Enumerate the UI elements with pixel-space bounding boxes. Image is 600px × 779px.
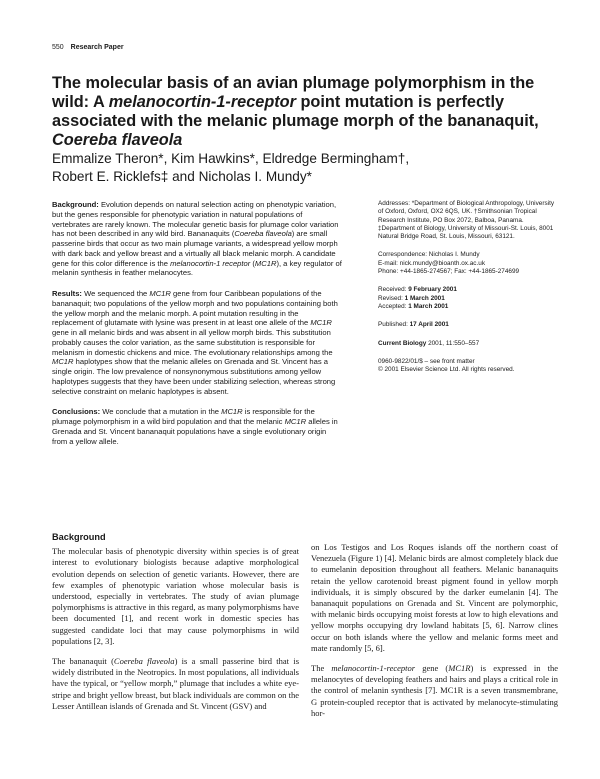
received-label: Received: <box>378 286 409 294</box>
body-paragraph: on Los Testigos and Los Roques islands off the northern coast of Venezuela (Figure 1) [4]. Melanic birds are almost completely black due to eumelanin deposition throughout all feathers. Melanic bananaquits retain the yellow carotenoid breast pigment found in yellow morph individuals, it is simply obscured by the darker eumelanin [4]. The bananaquit populations on Grenada and St. Vincent are polymorphic, with melanic birds occupying moist forests at low to high elevations and yellow morphs occupying dry lowland habitats [5, 6]. Narrow clines occur on both islands where the yellow and melanic forms meet and mate randomly [5, 6]. <box>311 542 558 653</box>
gene-abbr: MC1R <box>149 289 171 298</box>
running-head <box>52 44 124 51</box>
results-label: Results: <box>52 289 82 298</box>
body-text: The <box>311 663 332 674</box>
journal-ref: 2001, 11:550–557 <box>426 339 480 347</box>
revised-date <box>378 295 558 303</box>
gene-name: melanocortin-1 receptor <box>170 258 251 268</box>
title-text: The molecular basis of an avian plumage polymorphism in the wild: A <box>52 74 535 111</box>
addresses: Addresses: *Department of Biological Anthropology, University of Oxford, Oxford, OX2 6QS, UK. †Smithsonian Tropical Research Institute, PO Box 2072, Balboa, Panama. ‡Department of Biology, University of Missouri-St. Louis, 8001 Natural Bridge Road, St. Louis, Missouri, 63121. <box>378 200 555 241</box>
body-column-right <box>311 542 558 728</box>
accepted-value: 1 March 2001 <box>408 302 449 310</box>
authors-line-2: Robert E. Ricklefs‡ and Nicholas I. Mundy* <box>52 168 312 184</box>
gene-name: melanocortin-1-receptor <box>331 663 416 674</box>
species-name: Coereba flaveola <box>234 229 292 239</box>
received-value: 9 February 2001 <box>408 286 457 294</box>
accepted-label: Accepted: <box>378 302 409 310</box>
gene-abbr: MC1R <box>221 407 243 417</box>
section-heading: Background <box>52 532 106 542</box>
body-paragraph: The molecular basis of phenotypic diversity within species is of great interest to evolutionary biologists because adaptive morphological evolution depends on selection of genetic variants. However, there are few examples of phenotypic variation whose molecular basis is understood, especially in vertebrates. The study of avian plumage polymorphisms is attractive in this regard, as many polymorphisms have been documented [1], and recent work in domestic species has suggested candidate loci that may cause polymorphisms in wild populations [2, 3]. <box>52 546 299 646</box>
background-label: Background: <box>52 200 99 209</box>
published-label: Published: <box>378 321 410 329</box>
abstract-text: ) are small passerine birds that occur as two main plumage variants, a widespread yellow morph with dark back and yellow breast and a virtually all black melanic morph. A candidate gene for this color difference is the <box>52 229 338 268</box>
abstract-background <box>52 200 342 278</box>
accepted-date <box>378 303 558 311</box>
correspondence: Correspondence: Nicholas I. Mundy <box>378 251 480 259</box>
abstract-text: We conclude that a mutation in the <box>100 407 222 417</box>
abstract-text: alleles in Grenada and St. Vincent bananaquit populations have a single evolutionary origin from a yellow allele. <box>52 417 338 446</box>
email-link[interactable]: E-mail: nick.mundy@bioanth.ox.ac.uk <box>378 259 486 267</box>
revised-value: 1 March 2001 <box>404 294 445 302</box>
gene-abbr: MC1R <box>448 663 471 674</box>
page-number: 550 <box>52 44 64 51</box>
abstract <box>52 200 342 457</box>
journal-citation <box>378 340 558 348</box>
received-date <box>378 286 558 294</box>
body-paragraph <box>311 663 558 719</box>
published-date <box>378 321 558 329</box>
gene-abbr: MC1R <box>310 318 332 328</box>
body-paragraph <box>52 656 299 712</box>
abstract-conclusions <box>52 407 342 446</box>
abstract-text: gene from four Caribbean populations of the bananaquit; two populations of the yellow morph and two populations containing both the yellow morph and the melanic morph. A point mutation resulting in the replacement of glutamate with lysine was present in at least one allele of the <box>52 289 338 328</box>
title-gene: melanocortin-1-receptor <box>108 93 296 111</box>
revised-label: Revised: <box>378 294 405 302</box>
body-column-left <box>52 532 299 721</box>
phone-fax: Phone: +44-1865-274567; Fax: +44-1865-274699 <box>378 268 520 276</box>
gene-abbr: MC1R <box>52 357 74 367</box>
issn: 0960-9822/01/$ – see front matter <box>378 357 475 365</box>
copyright: © 2001 Elsevier Science Ltd. All rights reserved. <box>378 366 515 374</box>
authors-line-1: Emmalize Theron*, Kim Hawkins*, Eldredge Bermingham†, <box>52 151 410 166</box>
gene-abbr: MC1R <box>284 417 307 426</box>
abstract-text: Evolution depends on natural selection acting on phenotypic variation, but the genes responsible for phenotypic variation in natural populations of vertebrates are rarely known. The molecular genetic basis for plumage color variation has not been described in any wild bird. Bananaquits ( <box>52 200 339 239</box>
body-text: ) is a small passerine bird that is widely distributed in the Neotropics. In most populations, all individuals have the typical, or “yellow morph,” plumage that includes a white eye-stripe and bright yellow breast, but black individuals are common on the Lesser Antillean islands of Grenada and St. Vincent (GSV) and <box>52 656 300 711</box>
article-title <box>52 74 552 150</box>
abstract-text: haplotypes show that the melanic alleles on Grenada and St. Vincent has a single origin. The low prevalence of nonsynonymous substitutions among yellow haplotypes suggests that they have been under stabilizing selection, whereas strong selective constraint on melanic haplotypes is absent. <box>52 357 336 396</box>
published-value: 17 April 2001 <box>409 321 449 329</box>
journal-name: Current Biology <box>378 339 427 347</box>
abstract-text: gene in all melanic birds and was absent in all yellow morph birds. This substitution probably causes the color variation, as the same substitution is responsible for melanism in domestic chickens and mice. The evolutionary relationships among the <box>52 328 333 357</box>
body-text: gene ( <box>415 663 449 674</box>
title-species: Coereba flaveola <box>52 131 183 149</box>
gene-abbr: MC1R <box>254 258 277 268</box>
abstract-results <box>52 289 342 396</box>
author-list <box>52 150 552 185</box>
abstract-text: ), a key regulator of melanin synthesis in feather melanocytes. <box>52 258 342 278</box>
article-info-sidebar <box>378 200 558 374</box>
body-text: The bananaquit ( <box>52 656 114 667</box>
abstract-text: ( <box>250 258 255 268</box>
body-text: ) is expressed in the melanocytes of developing feathers and hairs and plays a critical role in the control of melanin synthesis [7]. MC1R is a seven transmembrane, G protein-coupled receptor that is activated by melanocyte-stimulating hor- <box>311 663 558 718</box>
abstract-text: is responsible for the plumage polymorphism in a wild bird population and that the melanic <box>52 407 315 426</box>
abstract-text: We sequenced the <box>81 289 150 298</box>
species-name: Coereba flaveola <box>113 656 175 667</box>
title-text-2: point mutation is perfectly associated with the melanic plumage morph of the bananaquit, <box>52 93 539 130</box>
journal-section: Research Paper <box>70 44 124 51</box>
conclusions-label: Conclusions: <box>52 407 101 417</box>
